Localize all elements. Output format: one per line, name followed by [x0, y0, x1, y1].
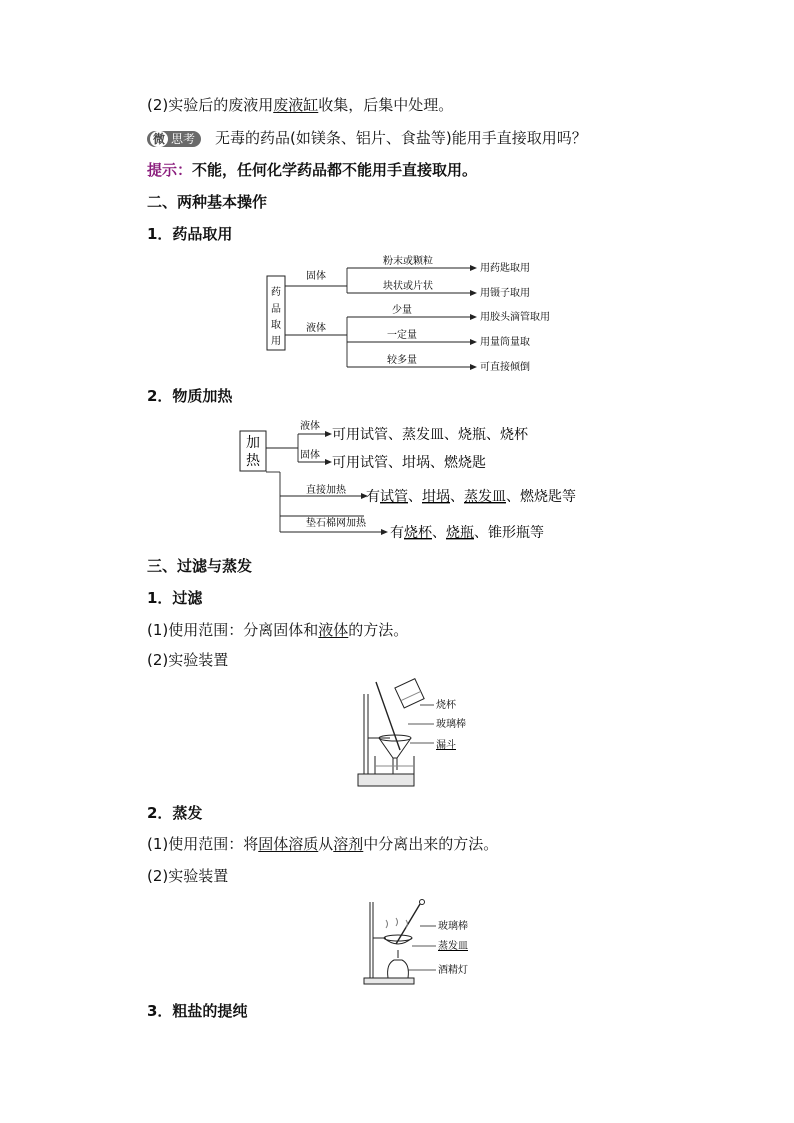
- evaporation-scope-line: [147, 834, 498, 854]
- text: 从: [318, 835, 334, 853]
- filter-device-label: (2)实验装置: [147, 651, 229, 669]
- underlined-term: 液体: [318, 621, 349, 639]
- apparatus-label: 玻璃棒: [436, 719, 466, 730]
- section-two-title: 二、两种基本操作: [147, 193, 268, 211]
- solid-vessels: 可用试管、坩埚、燃烧匙: [332, 455, 486, 471]
- underlined-term: 试管: [380, 489, 408, 505]
- method-label: 用量筒量取: [480, 337, 530, 348]
- text: 、: [432, 525, 446, 541]
- method-label: 用药匙取用: [480, 263, 530, 274]
- text: 有: [366, 489, 380, 505]
- filtration-apparatus-figure: [350, 678, 480, 794]
- heating-diagram: [236, 412, 596, 548]
- condition-label: 粉末或颗粒: [383, 256, 433, 267]
- hint-line: [147, 160, 477, 180]
- underlined-term: 固体溶质: [258, 835, 319, 853]
- underlined-term: 蒸发皿: [464, 489, 506, 505]
- liquid-vessels: 可用试管、蒸发皿、烧瓶、烧杯: [332, 427, 528, 443]
- text: 有: [390, 525, 404, 541]
- evaporation-device-label: (2)实验装置: [147, 867, 229, 885]
- badge-label: 思考: [171, 131, 196, 146]
- salt-purification-heading: 3．粗盐的提纯: [147, 1002, 248, 1020]
- direct-heat-vessels: [366, 488, 576, 505]
- text: (2)实验后的废液用: [147, 96, 274, 114]
- solid-label: 固体: [300, 450, 320, 461]
- root-char: 品: [271, 304, 281, 315]
- evaporation-apparatus-figure: [356, 898, 486, 988]
- text: 的方法。: [348, 621, 409, 639]
- evaporation-heading: 2．蒸发: [147, 804, 203, 822]
- drug-taking-diagram: [262, 252, 572, 378]
- method-label: 用镊子取用: [480, 288, 530, 299]
- condition-label: 少量: [392, 305, 412, 316]
- underlined-term: 烧杯: [404, 525, 432, 541]
- hint-label: 提示：: [147, 161, 193, 179]
- root-char: 药: [271, 287, 281, 298]
- root-char: 用: [271, 336, 281, 347]
- method-label: 可直接倾倒: [480, 362, 530, 373]
- text: 、锥形瓶等: [474, 525, 544, 541]
- liquid-label: 液体: [300, 421, 320, 432]
- underlined-term: 烧瓶: [446, 525, 474, 541]
- underlined-term: 废液缸: [273, 96, 319, 114]
- liquid-label: 液体: [306, 323, 326, 334]
- badge-char: 微: [150, 131, 168, 147]
- method-label: 用胶头滴管取用: [480, 312, 550, 323]
- text: 收集，后集中处理。: [318, 96, 454, 114]
- text: 中分离出来的方法。: [363, 835, 499, 853]
- hint-text: 不能，任何化学药品都不能用手直接取用。: [192, 161, 478, 179]
- apparatus-label: 蒸发皿: [438, 941, 468, 952]
- underlined-term: 坩埚: [422, 489, 450, 505]
- apparatus-label: 玻璃棒: [438, 921, 468, 932]
- question-text: 无毒的药品(如镁条、铝片、食盐等)能用手直接取用吗？: [215, 129, 587, 147]
- filter-scope-line: [147, 620, 408, 640]
- text: (1)使用范围：将: [147, 835, 259, 853]
- solid-label: 固体: [306, 271, 326, 282]
- text: 、: [450, 489, 464, 505]
- think-question-line: [147, 128, 587, 148]
- text: (1)使用范围：分离固体和: [147, 621, 319, 639]
- gauze-heat-label: 垫石棉网加热: [306, 518, 366, 529]
- condition-label: 较多量: [387, 355, 417, 366]
- heat-heading: 2．物质加热: [147, 387, 233, 405]
- drug-heading: 1．药品取用: [147, 225, 233, 243]
- filter-heading: 1．过滤: [147, 589, 203, 607]
- think-badge: [147, 131, 201, 147]
- condition-label: 块状或片状: [383, 281, 433, 292]
- condition-label: 一定量: [387, 330, 417, 341]
- root-char: 取: [271, 320, 281, 331]
- root-char: 加: [246, 435, 260, 451]
- apparatus-label: 漏斗: [436, 740, 456, 751]
- direct-heat-label: 直接加热: [306, 485, 346, 496]
- apparatus-label: 烧杯: [436, 700, 456, 711]
- waste-liquid-line: [147, 95, 453, 115]
- text: 、燃烧匙等: [506, 489, 576, 505]
- root-char: 热: [246, 453, 260, 469]
- apparatus-label: 酒精灯: [438, 965, 468, 976]
- gauze-heat-vessels: [390, 524, 544, 541]
- underlined-term: 溶剂: [333, 835, 364, 853]
- text: 、: [408, 489, 422, 505]
- section-three-title: 三、过滤与蒸发: [147, 557, 253, 575]
